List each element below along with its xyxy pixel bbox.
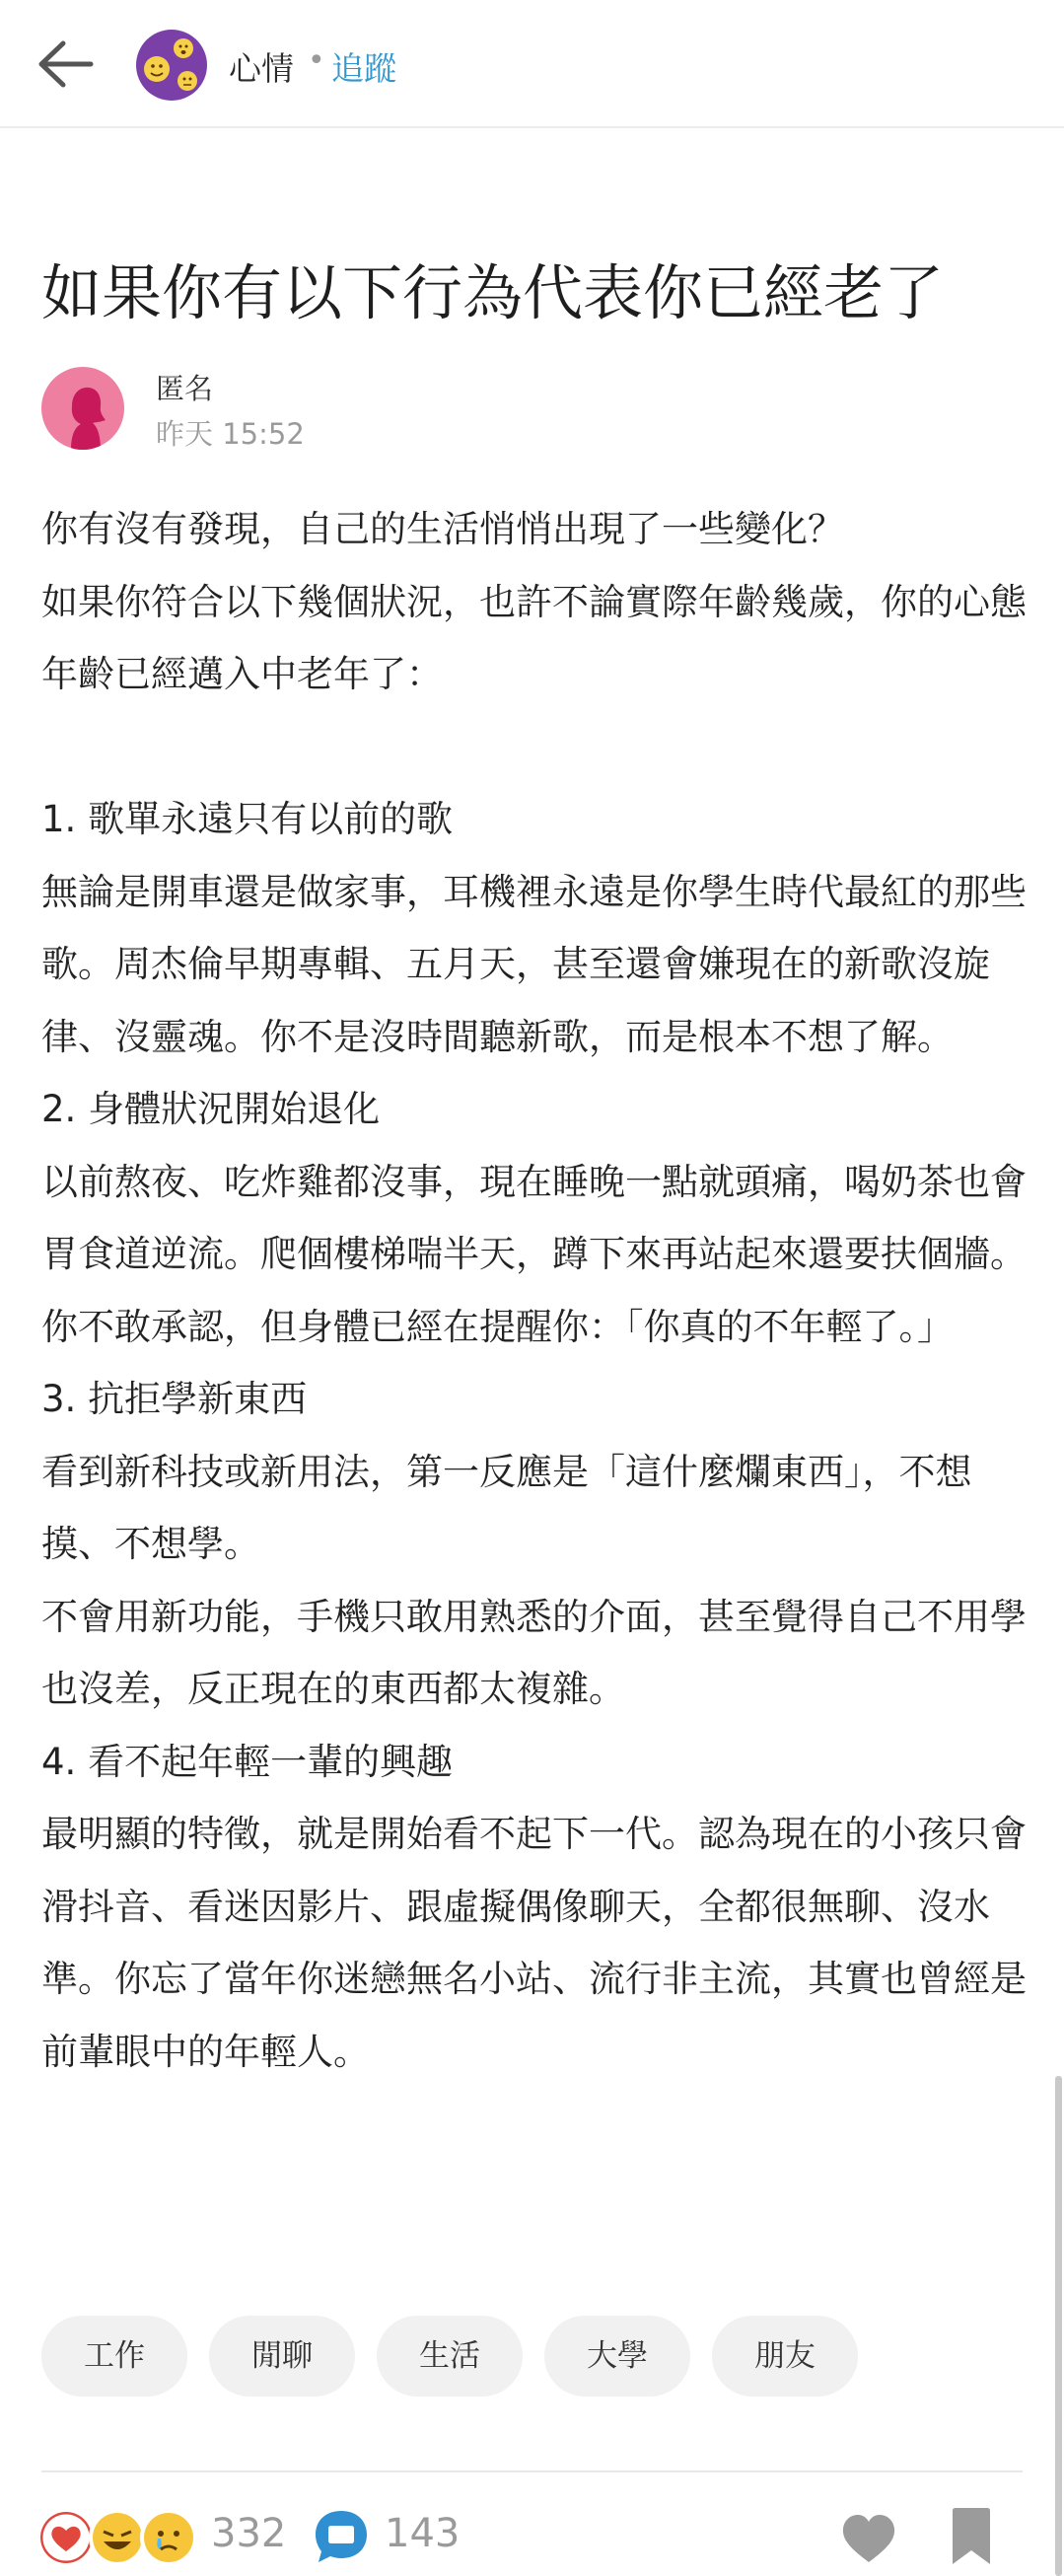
- top-bar: [0, 0, 1064, 128]
- section-heading: 2. 身體狀況開始退化: [41, 1088, 381, 1130]
- comment-icon[interactable]: [312, 2507, 371, 2566]
- paragraph: 不會用新功能，手機只敢用熟悉的介面，甚至覺得自己不用學也沒差，反正現在的東西都太複雜。: [41, 1595, 1027, 1710]
- reaction-count[interactable]: 332: [211, 2511, 287, 2556]
- tag-life[interactable]: 生活: [377, 2316, 523, 2397]
- paragraph: 無論是開車還是做家事，耳機裡永遠是你學生時代最紅的那些歌。周杰倫早期專輯、五月天，甚至還會嫌現在的新歌沒旋律、沒靈魂。你不是沒時間聽新歌，而是根本不想了解。: [41, 870, 1027, 1058]
- author-name[interactable]: 匿名: [156, 372, 214, 405]
- separator-dot: •: [308, 43, 325, 78]
- paragraph: 如果你符合以下幾個狀況，也許不論實際年齡幾歲，你的心態年齡已經邁入中老年了：: [41, 580, 1027, 695]
- post-time: 昨天 15:52: [156, 417, 305, 451]
- female-silhouette-icon: [41, 367, 124, 450]
- post-content: [41, 493, 1028, 2088]
- blank-line: [41, 711, 1028, 784]
- paragraph: 你有沒有發現，自己的生活悄悄出現了一些變化？: [41, 508, 844, 550]
- tag-work[interactable]: 工作: [41, 2316, 187, 2397]
- scrollbar[interactable]: [1055, 2076, 1062, 2576]
- section-heading: 1. 歌單永遠只有以前的歌: [41, 798, 454, 840]
- post-title: 如果你有以下行為代表你已經老了: [41, 258, 945, 328]
- section-heading: 3. 抗拒學新東西: [41, 1378, 308, 1420]
- action-bar: [0, 2505, 1064, 2576]
- heart-icon[interactable]: [840, 2513, 897, 2564]
- cry-reaction-icon[interactable]: [140, 2509, 197, 2566]
- tag-chat[interactable]: 閒聊: [209, 2316, 355, 2397]
- emoji-faces-icon: [136, 30, 207, 101]
- forum-avatar[interactable]: [136, 30, 207, 101]
- heart-reaction-icon[interactable]: [37, 2509, 95, 2566]
- comment-count: 143: [385, 2511, 461, 2556]
- tag-friends[interactable]: 朋友: [712, 2316, 858, 2397]
- author-avatar[interactable]: [41, 367, 124, 450]
- section-heading: 4. 看不起年輕一輩的興趣: [41, 1740, 454, 1783]
- paragraph: 看到新科技或新用法，第一反應是「這什麼爛東西」，不想摸、不想學。: [41, 1450, 972, 1565]
- back-arrow-icon[interactable]: [37, 39, 95, 89]
- divider: [41, 2470, 1023, 2472]
- bookmark-icon[interactable]: [951, 2507, 992, 2566]
- paragraph: 以前熬夜、吃炸雞都沒事，現在睡晚一點就頭痛，喝奶茶也會胃食道逆流。爬個樓梯喘半天，蹲下來再站起來還要扶個牆。你不敢承認，但身體已經在提醒你：「你真的不年輕了。」: [41, 1160, 1027, 1348]
- follow-button[interactable]: 追蹤: [331, 49, 396, 88]
- forum-name[interactable]: 心情: [229, 49, 294, 88]
- tag-university[interactable]: 大學: [544, 2316, 690, 2397]
- laugh-reaction-icon[interactable]: [89, 2509, 146, 2566]
- paragraph: 最明顯的特徵，就是開始看不起下一代。認為現在的小孩只會滑抖音、看迷因影片、跟虛擬偶像聊天，全都很無聊、沒水準。你忘了當年你迷戀無名小站、流行非主流，其實也曾經是前輩眼中的年輕人。: [41, 1813, 1027, 2073]
